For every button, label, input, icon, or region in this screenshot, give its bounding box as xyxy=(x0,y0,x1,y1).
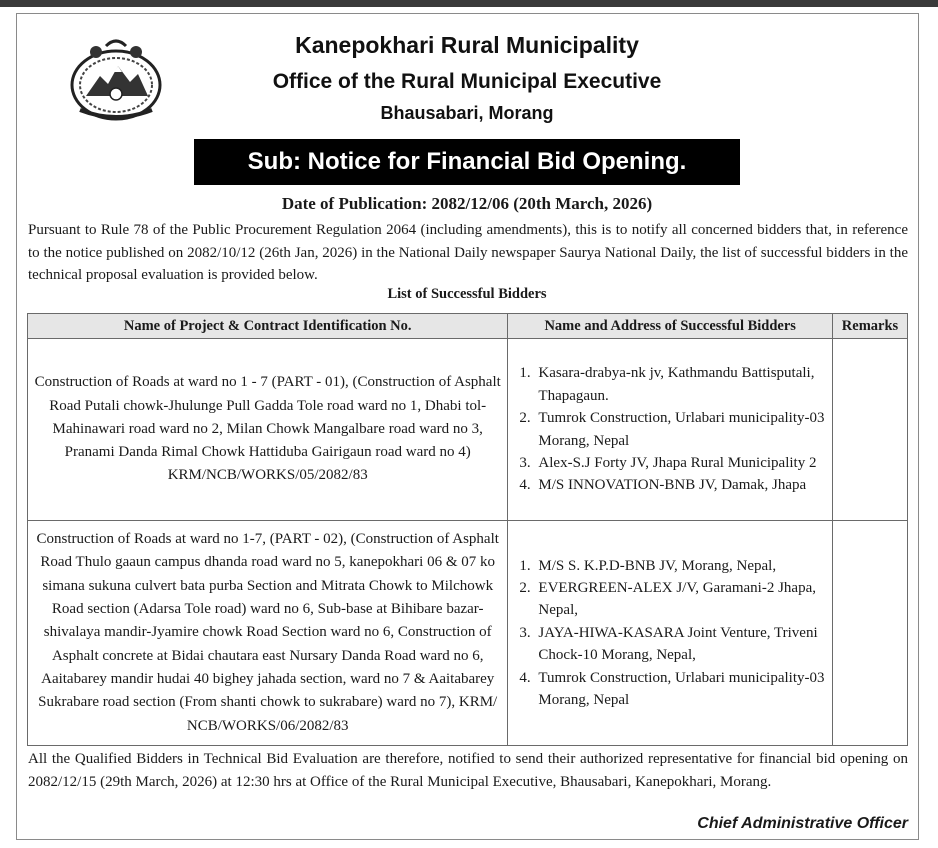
column-header-project: Name of Project & Contract Identification No. xyxy=(28,314,508,339)
project-cell: Construction of Roads at ward no 1 - 7 (PART - 01), (Construction of Asphalt Road Putali chowk-Jhulunge Pull Gadda Tole road ward no 1, Dhabi tol- Mahinawari road ward no 2, Milan Chowk Mangalbare road ward no 3, Pranami Danda Rimal Chowk Hattiduba Gairigaun road ward no 4) KRM/NCB/WORKS/05/2082/83 xyxy=(28,339,508,521)
closing-paragraph: All the Qualified Bidders in Technical Bid Evaluation are therefore, notified to send their authorized representative for financial bid opening on 2082/12/15 (29th March, 2026) at 12:30 hrs at Office of the Rural Municipal Executive, Bhausabari, Kanepokhari, Morang. xyxy=(28,751,908,790)
bidders-table xyxy=(27,313,908,746)
intro-paragraph: Pursuant to Rule 78 of the Public Procurement Regulation 2064 (including amendments), this is to notify all concerned bidders that, in reference to the notice published on 2082/10/12 (26th Jan, 2026) in the National Daily newspaper Saurya National Daily, the list of successful bidders in the technical proposal evaluation is provided below. xyxy=(28,222,908,283)
bidder-item: 2. Tumrok Construction, Urlabari municipality-03 Morang, Nepal xyxy=(534,407,830,452)
bidders-cell xyxy=(508,521,833,746)
office-name: Office of the Rural Municipal Executive xyxy=(272,70,662,93)
bidder-item: 1. Kasara-drabya-nk jv, Kathmandu Battisputali, Thapagaun. xyxy=(534,362,830,407)
column-header-bidders: Name and Address of Successful Bidders xyxy=(508,314,833,339)
table-row xyxy=(28,339,908,521)
government-emblem-icon xyxy=(66,38,166,124)
bidder-item: 3. Alex-S.J Forty JV, Jhapa Rural Municipality 2 xyxy=(534,452,830,474)
remarks-cell xyxy=(833,339,908,521)
bidder-item: 1. M/S S. K.P.D-BNB JV, Morang, Nepal, xyxy=(534,555,830,577)
table-header-row xyxy=(28,314,908,339)
bidders-cell xyxy=(508,339,833,521)
signature: Chief Administrative Officer xyxy=(697,815,908,832)
bidders-list xyxy=(512,555,830,712)
project-cell: Construction of Roads at ward no 1-7, (PART - 02), (Construction of Asphalt Road Thulo gaaun campus dhanda road ward no 5, kanepokhari 06 & 07 ko simana sukuna culvert bata purba Section and Mitrata Chowk to Milchowk Road section (Adarsa Tole road) ward no 6, Sub-base at Bihibare bazar- shivalaya mandir-Jyamire chowk Road Section ward no 6, Construction of Asphalt concrete at Bidai chautara east Nursary Danda Road ward no 6, Aaitabarey mandir hudai 40 bighey jahada section, ward no 7 & Aaitabarey Sukrabare road section (From shanti chowk to sukrabare) ward no 7), KRM/ NCB/WORKS/06/2082/83 xyxy=(28,521,508,746)
office-location: Bhausabari, Morang xyxy=(380,103,554,123)
top-bar xyxy=(0,0,938,7)
bidders-list xyxy=(512,362,830,496)
table-row xyxy=(28,521,908,746)
bidder-item: 3. JAYA-HIWA-KASARA Joint Venture, Triveni Chock-10 Morang, Nepal, xyxy=(534,622,830,667)
publication-date: Date of Publication: 2082/12/06 (20th March, 2026) xyxy=(281,194,653,213)
list-title: List of Successful Bidders xyxy=(387,286,547,302)
bidder-item: 4. Tumrok Construction, Urlabari municipality-03 Morang, Nepal xyxy=(534,667,830,712)
municipality-name: Kanepokhari Rural Municipality xyxy=(295,32,639,58)
remarks-cell xyxy=(833,521,908,746)
notice-subject: Sub: Notice for Financial Bid Opening. xyxy=(194,139,740,185)
column-header-remarks: Remarks xyxy=(833,314,908,339)
bidder-item: 4. M/S INNOVATION-BNB JV, Damak, Jhapa xyxy=(534,474,830,496)
bidder-item: 2. EVERGREEN-ALEX J/V, Garamani-2 Jhapa, Nepal, xyxy=(534,577,830,622)
